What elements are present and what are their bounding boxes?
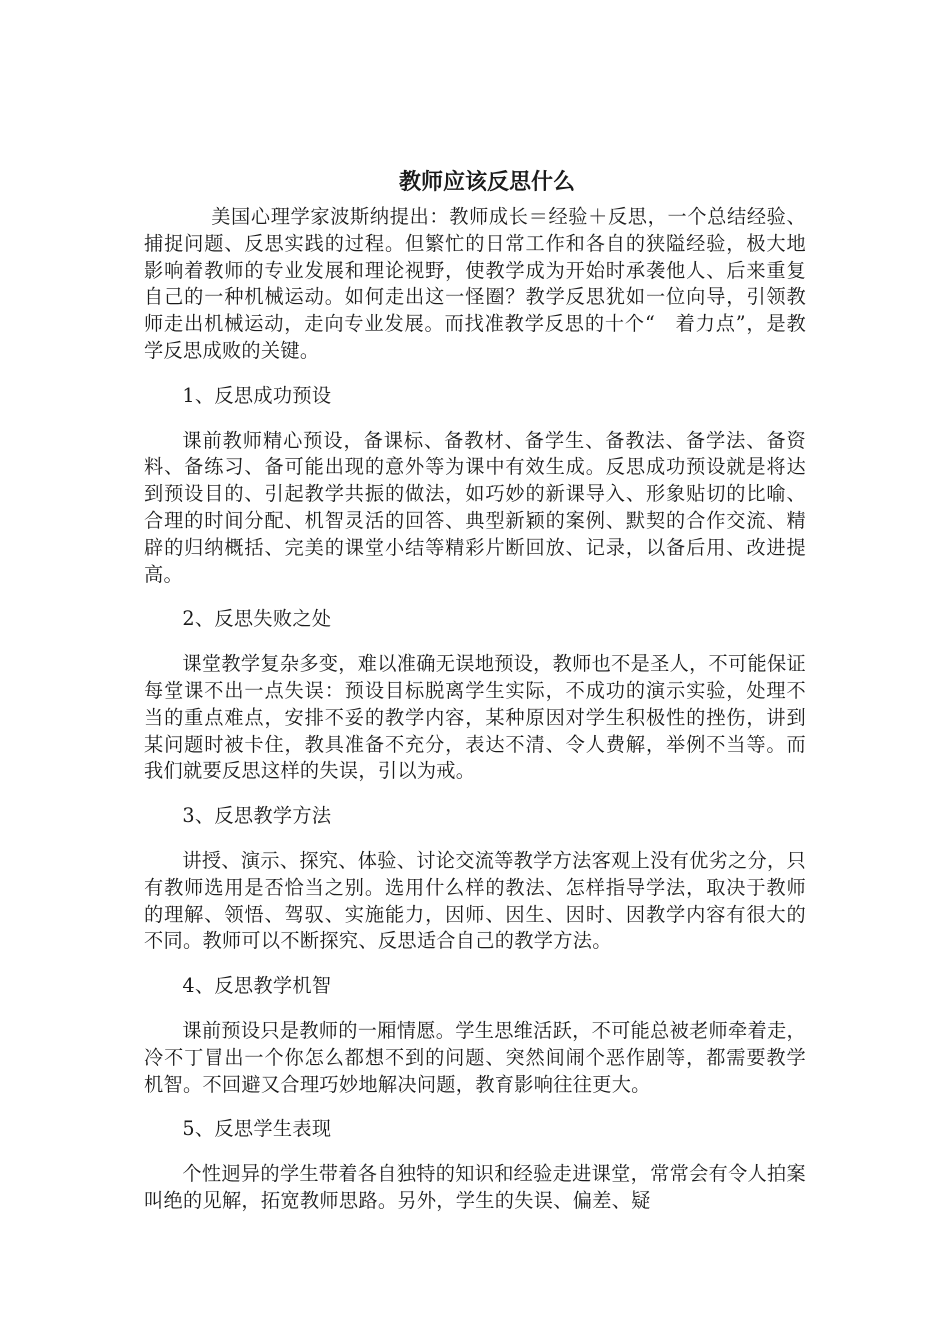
document-page <box>144 166 806 1233</box>
section-body-5: 个性迥异的学生带着各自独特的知识和经验走进课堂，常常会有令人拍案叫绝的见解，拓宽教师思路。另外，学生的失误、偏差、疑 <box>144 1162 806 1212</box>
section-body-2: 课堂教学复杂多变，难以准确无误地预设，教师也不是圣人，不可能保证每堂课不出一点失误：预设目标脱离学生实际，不成功的演示实验，处理不当的重点难点，安排不妥的教学内容，某种原因对学生积极性的挫伤，讲到某问题时被卡住，教具准备不充分，表达不清、令人费解，举例不当等。而我们就要反思这样的失误，引以为戒。 <box>144 652 806 783</box>
intro-paragraph: 美国心理学家波斯纳提出：教师成长＝经验＋反思，一个总结经验、捕捉问题、反思实践的过程。但繁忙的日常工作和各自的狭隘经验，极大地影响着教师的专业发展和理论视野，使教学成为开始时承袭他人、后来重复自己的一种机械运动。如何走出这一怪圈？教学反思犹如一位向导，引领教师走出机械运动，走向专业发展。而找准教学反思的十个“ 着力点”，是教学反思成败的关键。 <box>144 205 806 362</box>
section-body-1: 课前教师精心预设，备课标、备教材、备学生、备教法、备学法、备资料、备练习、备可能出现的意外等为课中有效生成。反思成功预设就是将达到预设目的、引起教学共振的做法，如巧妙的新课导入、形象贴切的比喻、合理的时间分配、机智灵活的回答、典型新颖的案例、默契的合作交流、精辟的归纳概括、完美的课堂小结等精彩片断回放、记录，以备后用、改进提高。 <box>144 428 806 586</box>
section-heading-3: 3、反思教学方法 <box>182 804 332 828</box>
section-body-4: 课前预设只是教师的一厢情愿。学生思维活跃，不可能总被老师牵着走，冷不丁冒出一个你怎么都想不到的问题、突然间闹个恶作剧等，都需要教学机智。不回避又合理巧妙地解决问题，教育影响往往更大。 <box>144 1018 806 1096</box>
section-heading-5: 5、反思学生表现 <box>182 1117 332 1141</box>
section-heading-4: 4、反思教学机智 <box>182 974 332 998</box>
section-heading-1: 1、反思成功预设 <box>182 383 332 407</box>
section-heading-2: 2、反思失败之处 <box>182 607 332 631</box>
document-title: 教师应该反思什么 <box>398 170 575 195</box>
section-body-3: 讲授、演示、探究、体验、讨论交流等教学方法客观上没有优劣之分，只有教师选用是否恰当之别。选用什么样的教法、怎样指导学法，取决于教师的理解、领悟、驾驭、实施能力，因师、因生、因时、因教学内容有很大的不同。教师可以不断探究、反思适合自己的教学方法。 <box>144 848 806 953</box>
